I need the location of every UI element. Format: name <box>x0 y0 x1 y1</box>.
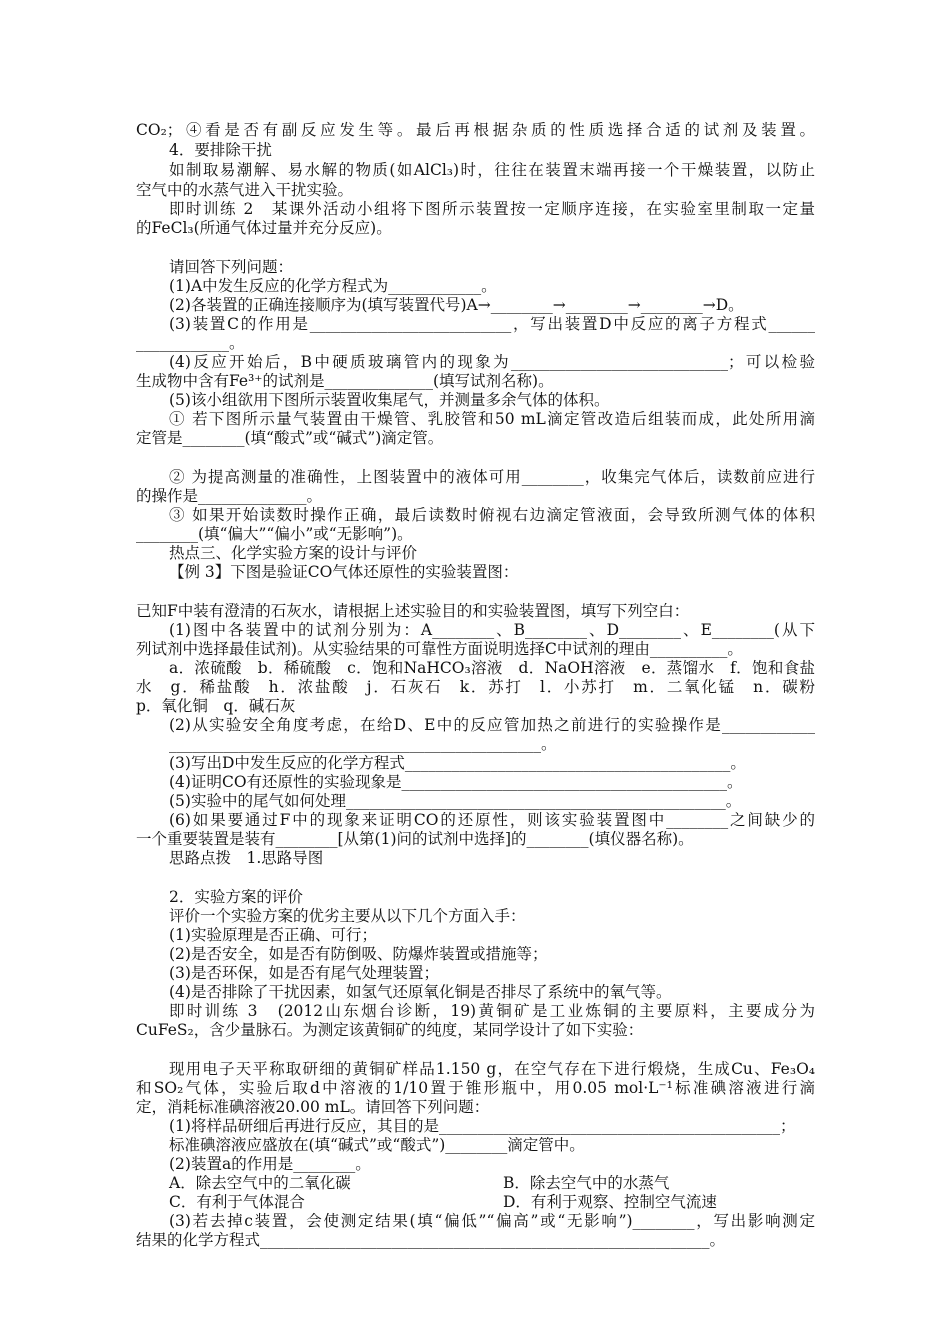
question-line: (5)该小组欲用下图所示装置收集尾气，并测量多余气体的体积。 <box>169 391 610 409</box>
question-line: 一个重要装置是装有________[从第(1)问的试剂中选择]的________(填仪器名称)。 <box>136 830 694 848</box>
question-line: (3)写出D中发生反应的化学方程式__________________________________________。 <box>169 754 746 772</box>
question-line: (3)装置C的作用是__________________________，写出装置D中反应的离子方程式______ <box>169 315 815 333</box>
example-heading: 【例 3】下图是验证CO气体还原性的实验装置图： <box>169 563 519 581</box>
text-line: CO₂；④看是否有副反应发生等。最后再根据杂质的性质选择合适的试剂及装置。 <box>136 121 815 139</box>
reagent-list: p．氧化铜 q．碱石灰 <box>136 697 296 715</box>
option-d: D．有利于观察、控制空气流速 <box>503 1193 717 1211</box>
text-line: 和SO₂气体，实验后取d中溶液的1/10置于锥形瓶中，用0.05 mol·L⁻¹标准碘溶液进行滴 <box>136 1079 815 1097</box>
question-line: (1)将样品研细后再进行反应，其目的是____________________________________________； <box>169 1117 796 1135</box>
question-line: ____________。 <box>136 334 245 352</box>
text-line: 已知F中装有澄清的石灰水，请根据上述实验目的和实验装置图，填写下列空白： <box>136 602 690 620</box>
question-line: (1)图中各装置中的试剂分别为：A________、B________、D________、E________(从下 <box>169 621 815 639</box>
text-line: 如制取易潮解、易水解的物质(如AlCl₃)时，往往在装置末端再接一个干燥装置，以防止 <box>169 161 815 179</box>
option-c: C．有利于气体混合 <box>169 1193 305 1211</box>
question-line: ________________________________________________。 <box>169 735 557 753</box>
question-line: (5)实验中的尾气如何处理_________________________________________________。 <box>169 792 742 810</box>
text-line: 空气中的水蒸气进入干扰实验。 <box>136 181 354 199</box>
reagent-list: a．浓硫酸 b．稀硫酸 c．饱和NaHCO₃溶液 d．NaOH溶液 e．蒸馏水 f．饱和食盐 <box>169 659 815 677</box>
question-line: (1)A中发生反应的化学方程式为____________。 <box>169 277 497 295</box>
question-line: (2)装置a的作用是________。 <box>169 1155 371 1173</box>
section-heading: 4．要排除干扰 <box>169 141 272 159</box>
question-line: 标准碘溶液应盛放在(填“碱式”或“酸式”)________滴定管中。 <box>169 1136 585 1154</box>
text-line: 评价一个实验方案的优劣主要从以下几个方面入手： <box>169 907 526 925</box>
question-line: (2)从实验安全角度考虑，在给D、E中的反应管加热之前进行的实验操作是____________ <box>169 716 815 734</box>
question-line: 结果的化学方程式__________________________________________________________。 <box>136 1231 726 1249</box>
text-line: (1)实验原理是否正确、可行； <box>169 926 377 944</box>
question-line: (4)证明CO有还原性的实验现象是__________________________________________。 <box>169 773 743 791</box>
question-line: 生成物中含有Fe³⁺的试剂是______________(填写试剂名称)。 <box>136 372 554 390</box>
question-line: 列试剂中选择最佳试剂)。从实验结果的可靠性方面说明选择C中试剂的理由__________。 <box>136 640 743 658</box>
text-line: 的FeCl₃(所通气体过量并充分反应)。 <box>136 219 392 237</box>
text-line: (2)是否安全，如是否有防倒吸、防爆炸装置或措施等； <box>169 945 548 963</box>
reagent-list: 水 g．稀盐酸 h．浓盐酸 j．石灰石 k．苏打 l．小苏打 m．二氧化锰 n．碳粉 <box>136 678 815 696</box>
text-line: 请回答下列问题： <box>169 258 294 276</box>
text-line: CuFeS₂，含少量脉石。为测定该黄铜矿的纯度，某同学设计了如下实验： <box>136 1021 644 1039</box>
exercise-heading: 即时训练 2 某课外活动小组将下图所示装置按一定顺序连接，在实验室里制取一定量 <box>169 200 815 218</box>
question-line: ________(填“偏大”“偏小”或“无影响”)。 <box>136 525 413 543</box>
question-line: ③ 如果开始读数时操作正确，最后读数时俯视右边滴定管液面，会导致所测气体的体积 <box>169 506 815 524</box>
question-line: (2)各装置的正确连接顺序为(填写装置代号)A→________→________→________→D。 <box>169 296 744 314</box>
text-line: (4)是否排除了干扰因素，如氢气还原氧化铜是否排尽了系统中的氧气等。 <box>169 983 672 1001</box>
section-heading: 热点三、化学实验方案的设计与评价 <box>169 544 418 562</box>
text-line: 现用电子天平称取研细的黄铜矿样品1.150 g，在空气存在下进行煅烧，生成Cu、Fe₃O₄ <box>169 1060 815 1078</box>
option-a: A．除去空气中的二氧化碳 <box>169 1174 351 1192</box>
question-line: 定管是________(填“酸式”或“碱式”)滴定管。 <box>136 429 444 447</box>
text-line: (3)是否环保，如是否有尾气处理装置； <box>169 964 439 982</box>
hint-heading: 思路点拨 1.思路导图 <box>169 849 324 867</box>
question-line: (3)若去掉c装置，会使测定结果(填“偏低”“偏高”或“无影响”)________，写出影响测定 <box>169 1212 815 1230</box>
section-heading: 2．实验方案的评价 <box>169 888 303 906</box>
question-line: 的操作是______________。 <box>136 487 323 505</box>
question-line: (6)如果要通过F中的现象来证明CO的还原性，则该实验装置图中________之间缺少的 <box>169 811 815 829</box>
option-b: B．除去空气中的水蒸气 <box>503 1174 670 1192</box>
text-line: 定，消耗标准碘溶液20.00 mL。请回答下列问题： <box>136 1098 490 1116</box>
question-line: ② 为提高测量的准确性，上图装置中的液体可用________，收集完气体后，读数前应进行 <box>169 468 815 486</box>
exercise-heading: 即时训练 3 (2012山东烟台诊断，19)黄铜矿是工业炼铜的主要原料，主要成分为 <box>169 1002 815 1020</box>
question-line: ① 若下图所示量气装置由干燥管、乳胶管和50 mL滴定管改造后组装而成，此处所用滴 <box>169 410 815 428</box>
question-line: (4)反应开始后，B中硬质玻璃管内的现象为____________________________；可以检验 <box>169 353 815 371</box>
